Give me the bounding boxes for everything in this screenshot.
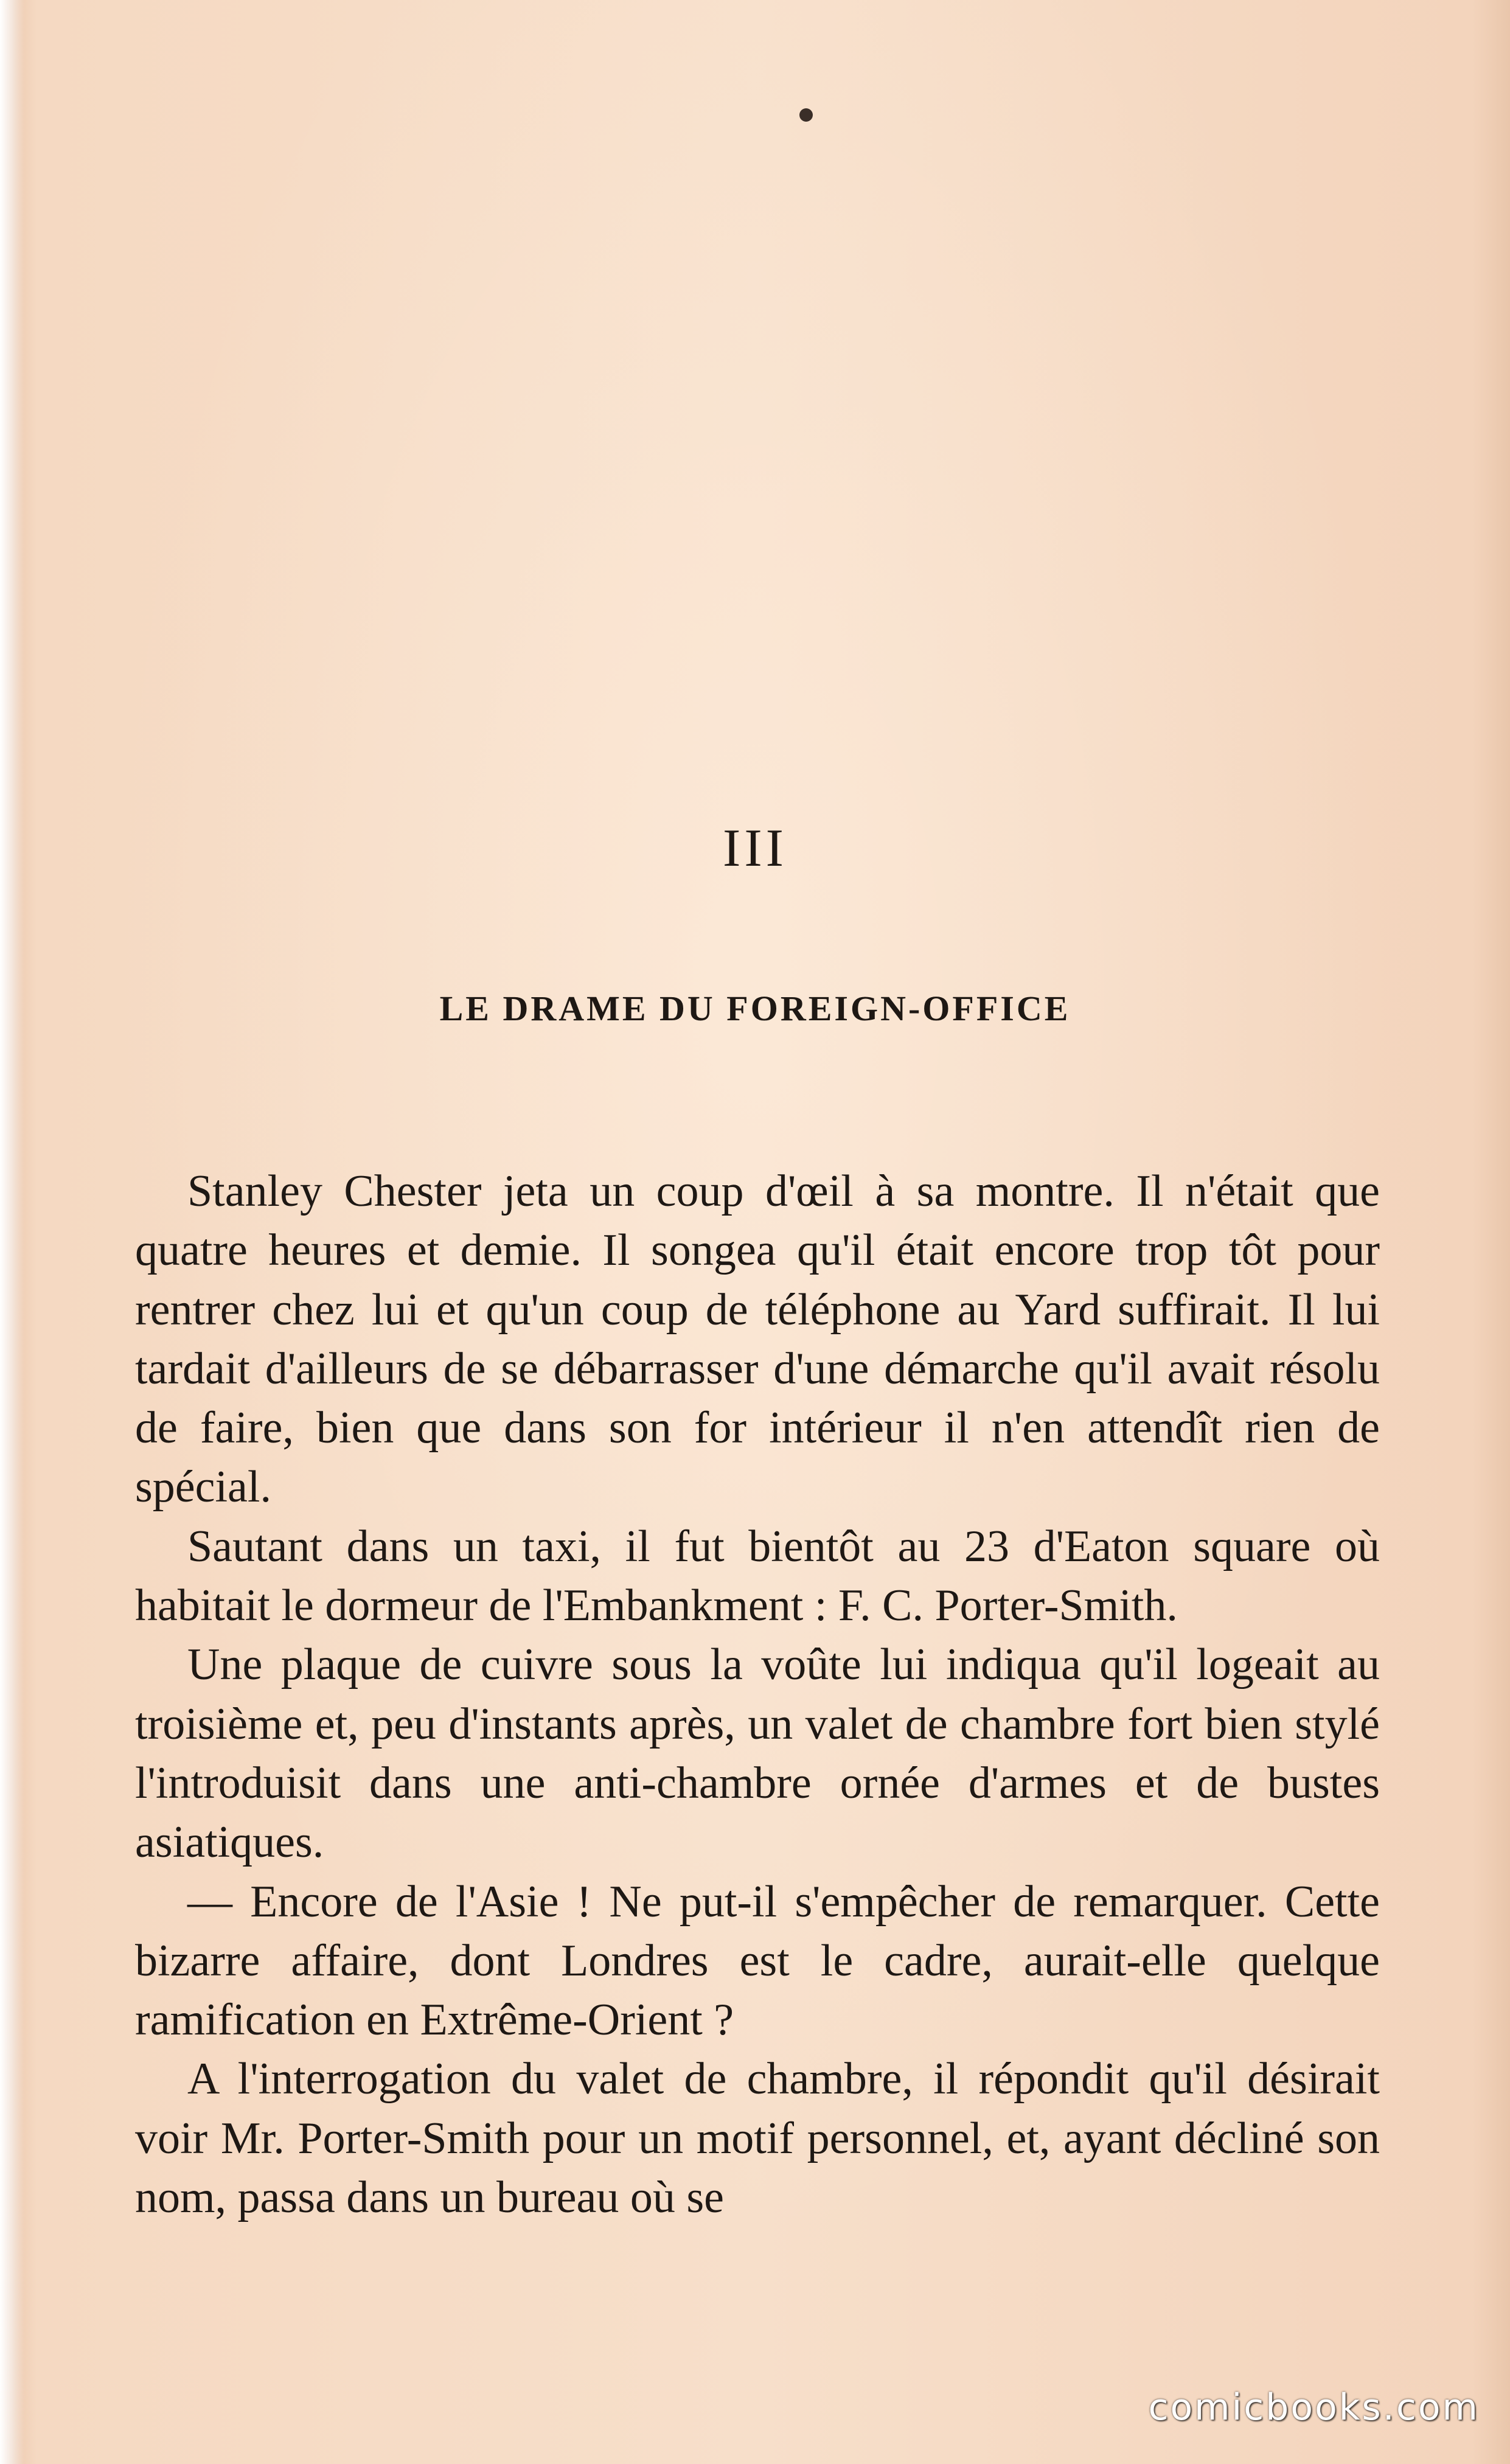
chapter-body [135,1162,1380,2227]
paragraph-2: Sautant dans un taxi, il fut bientôt au 23 d'Eaton square où habitait le dormeur de l'Embankment : F. C. Porter-Smith. [135,1521,1380,1631]
paragraph-5: A l'interrogation du valet de chambre, il répondit qu'il désirait voir Mr. Porter-Smith pour un motif personnel, et, ayant décliné son nom, passa dans un bureau où se [135,2054,1380,2223]
paragraph-1: Stanley Chester jeta un coup d'œil à sa montre. Il n'était que quatre heures et demie. Il songea qu'il était encore trop tôt pour rentrer chez lui et qu'un coup de téléphone au Yard suffirait. Il lui tardait d'ailleurs de se débarrasser d'une démarche qu'il avait résolu de faire, bien que dans son for intérieur il n'en attendît rien de spécial. [135,1166,1380,1512]
chapter-title: LE DRAME DU FOREIGN-OFFICE [439,989,1071,1028]
watermark: comicbooks.com [1148,2386,1480,2429]
ink-speck [799,108,813,122]
chapter-number: III [723,819,787,878]
paragraph-3: Une plaque de cuivre sous la voûte lui indiqua qu'il logeait au troisième et, peu d'instants après, un valet de chambre fort bien stylé l'introduisit dans une anti-chambre ornée d'armes et de bustes asiatiques. [135,1640,1380,1868]
paragraph-4: — Encore de l'Asie ! Ne put-il s'empêcher de remarquer. Cette bizarre affaire, dont Londres est le cadre, aurait-elle quelque ramification en Extrême-Orient ? [135,1876,1380,2045]
page-binding-edge [0,0,24,2464]
